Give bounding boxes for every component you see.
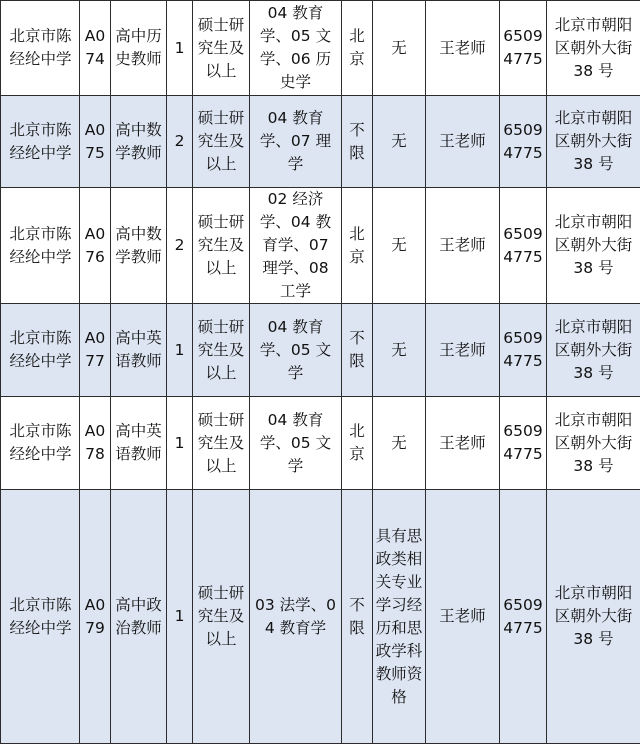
address-cell: 北京市朝阳区朝外大街 38 号	[547, 490, 640, 744]
position-name-cell: 高中数学教师	[111, 188, 167, 304]
position-name-cell: 高中数学教师	[111, 96, 167, 188]
major-cell: 02 经济学、04 教育学、07 理学、08 工学	[250, 188, 342, 304]
hukou-cell: 不限	[342, 304, 373, 397]
position-code-cell: A075	[80, 96, 111, 188]
phone-cell: 65094775	[500, 188, 547, 304]
address-cell: 北京市朝阳区朝外大街 38 号	[547, 397, 640, 490]
phone-cell: 65094775	[500, 397, 547, 490]
table-row	[1, 188, 640, 304]
education-cell: 硕士研究生及以上	[193, 304, 250, 397]
education-cell: 硕士研究生及以上	[193, 397, 250, 490]
address-cell: 北京市朝阳区朝外大街 38 号	[547, 304, 640, 397]
position-code-cell: A074	[80, 1, 111, 96]
major-cell: 03 法学、04 教育学	[250, 490, 342, 744]
position-code-cell: A076	[80, 188, 111, 304]
headcount-cell: 1	[167, 1, 193, 96]
position-name-cell: 高中英语教师	[111, 397, 167, 490]
contact-person-cell: 王老师	[426, 1, 500, 96]
position-name-cell: 高中英语教师	[111, 304, 167, 397]
phone-cell: 65094775	[500, 304, 547, 397]
hukou-cell: 北京	[342, 397, 373, 490]
table-row	[1, 1, 640, 96]
phone-cell: 65094775	[500, 490, 547, 744]
other-requirement-cell: 无	[373, 188, 426, 304]
contact-person-cell: 王老师	[426, 304, 500, 397]
address-cell: 北京市朝阳区朝外大街 38 号	[547, 96, 640, 188]
major-cell: 04 教育学、07 理学	[250, 96, 342, 188]
headcount-cell: 1	[167, 490, 193, 744]
education-cell: 硕士研究生及以上	[193, 96, 250, 188]
school-cell: 北京市陈经纶中学	[1, 397, 80, 490]
address-cell: 北京市朝阳区朝外大街 38 号	[547, 188, 640, 304]
school-cell: 北京市陈经纶中学	[1, 1, 80, 96]
contact-person-cell: 王老师	[426, 397, 500, 490]
other-requirement-cell: 无	[373, 96, 426, 188]
school-cell: 北京市陈经纶中学	[1, 96, 80, 188]
education-cell: 硕士研究生及以上	[193, 1, 250, 96]
position-code-cell: A079	[80, 490, 111, 744]
position-name-cell: 高中政治教师	[111, 490, 167, 744]
education-cell: 硕士研究生及以上	[193, 188, 250, 304]
other-requirement-cell: 具有思政类相关专业学习经历和思政学科教师资格	[373, 490, 426, 744]
hukou-cell: 北京	[342, 188, 373, 304]
table-body	[1, 1, 640, 744]
hukou-cell: 不限	[342, 490, 373, 744]
table-row	[1, 304, 640, 397]
school-cell: 北京市陈经纶中学	[1, 304, 80, 397]
major-cell: 04 教育学、05 文学	[250, 304, 342, 397]
position-name-cell: 高中历史教师	[111, 1, 167, 96]
headcount-cell: 1	[167, 304, 193, 397]
school-cell: 北京市陈经纶中学	[1, 188, 80, 304]
headcount-cell: 2	[167, 188, 193, 304]
position-code-cell: A078	[80, 397, 111, 490]
table-row	[1, 96, 640, 188]
contact-person-cell: 王老师	[426, 490, 500, 744]
contact-person-cell: 王老师	[426, 188, 500, 304]
headcount-cell: 1	[167, 397, 193, 490]
contact-person-cell: 王老师	[426, 96, 500, 188]
table-row	[1, 490, 640, 744]
other-requirement-cell: 无	[373, 397, 426, 490]
major-cell: 04 教育学、05 文学	[250, 397, 342, 490]
phone-cell: 65094775	[500, 1, 547, 96]
headcount-cell: 2	[167, 96, 193, 188]
hukou-cell: 不限	[342, 96, 373, 188]
address-cell: 北京市朝阳区朝外大街 38 号	[547, 1, 640, 96]
major-cell: 04 教育学、05 文学、06 历史学	[250, 1, 342, 96]
table-row	[1, 397, 640, 490]
position-code-cell: A077	[80, 304, 111, 397]
school-cell: 北京市陈经纶中学	[1, 490, 80, 744]
hukou-cell: 北京	[342, 1, 373, 96]
other-requirement-cell: 无	[373, 1, 426, 96]
education-cell: 硕士研究生及以上	[193, 490, 250, 744]
other-requirement-cell: 无	[373, 304, 426, 397]
phone-cell: 65094775	[500, 96, 547, 188]
